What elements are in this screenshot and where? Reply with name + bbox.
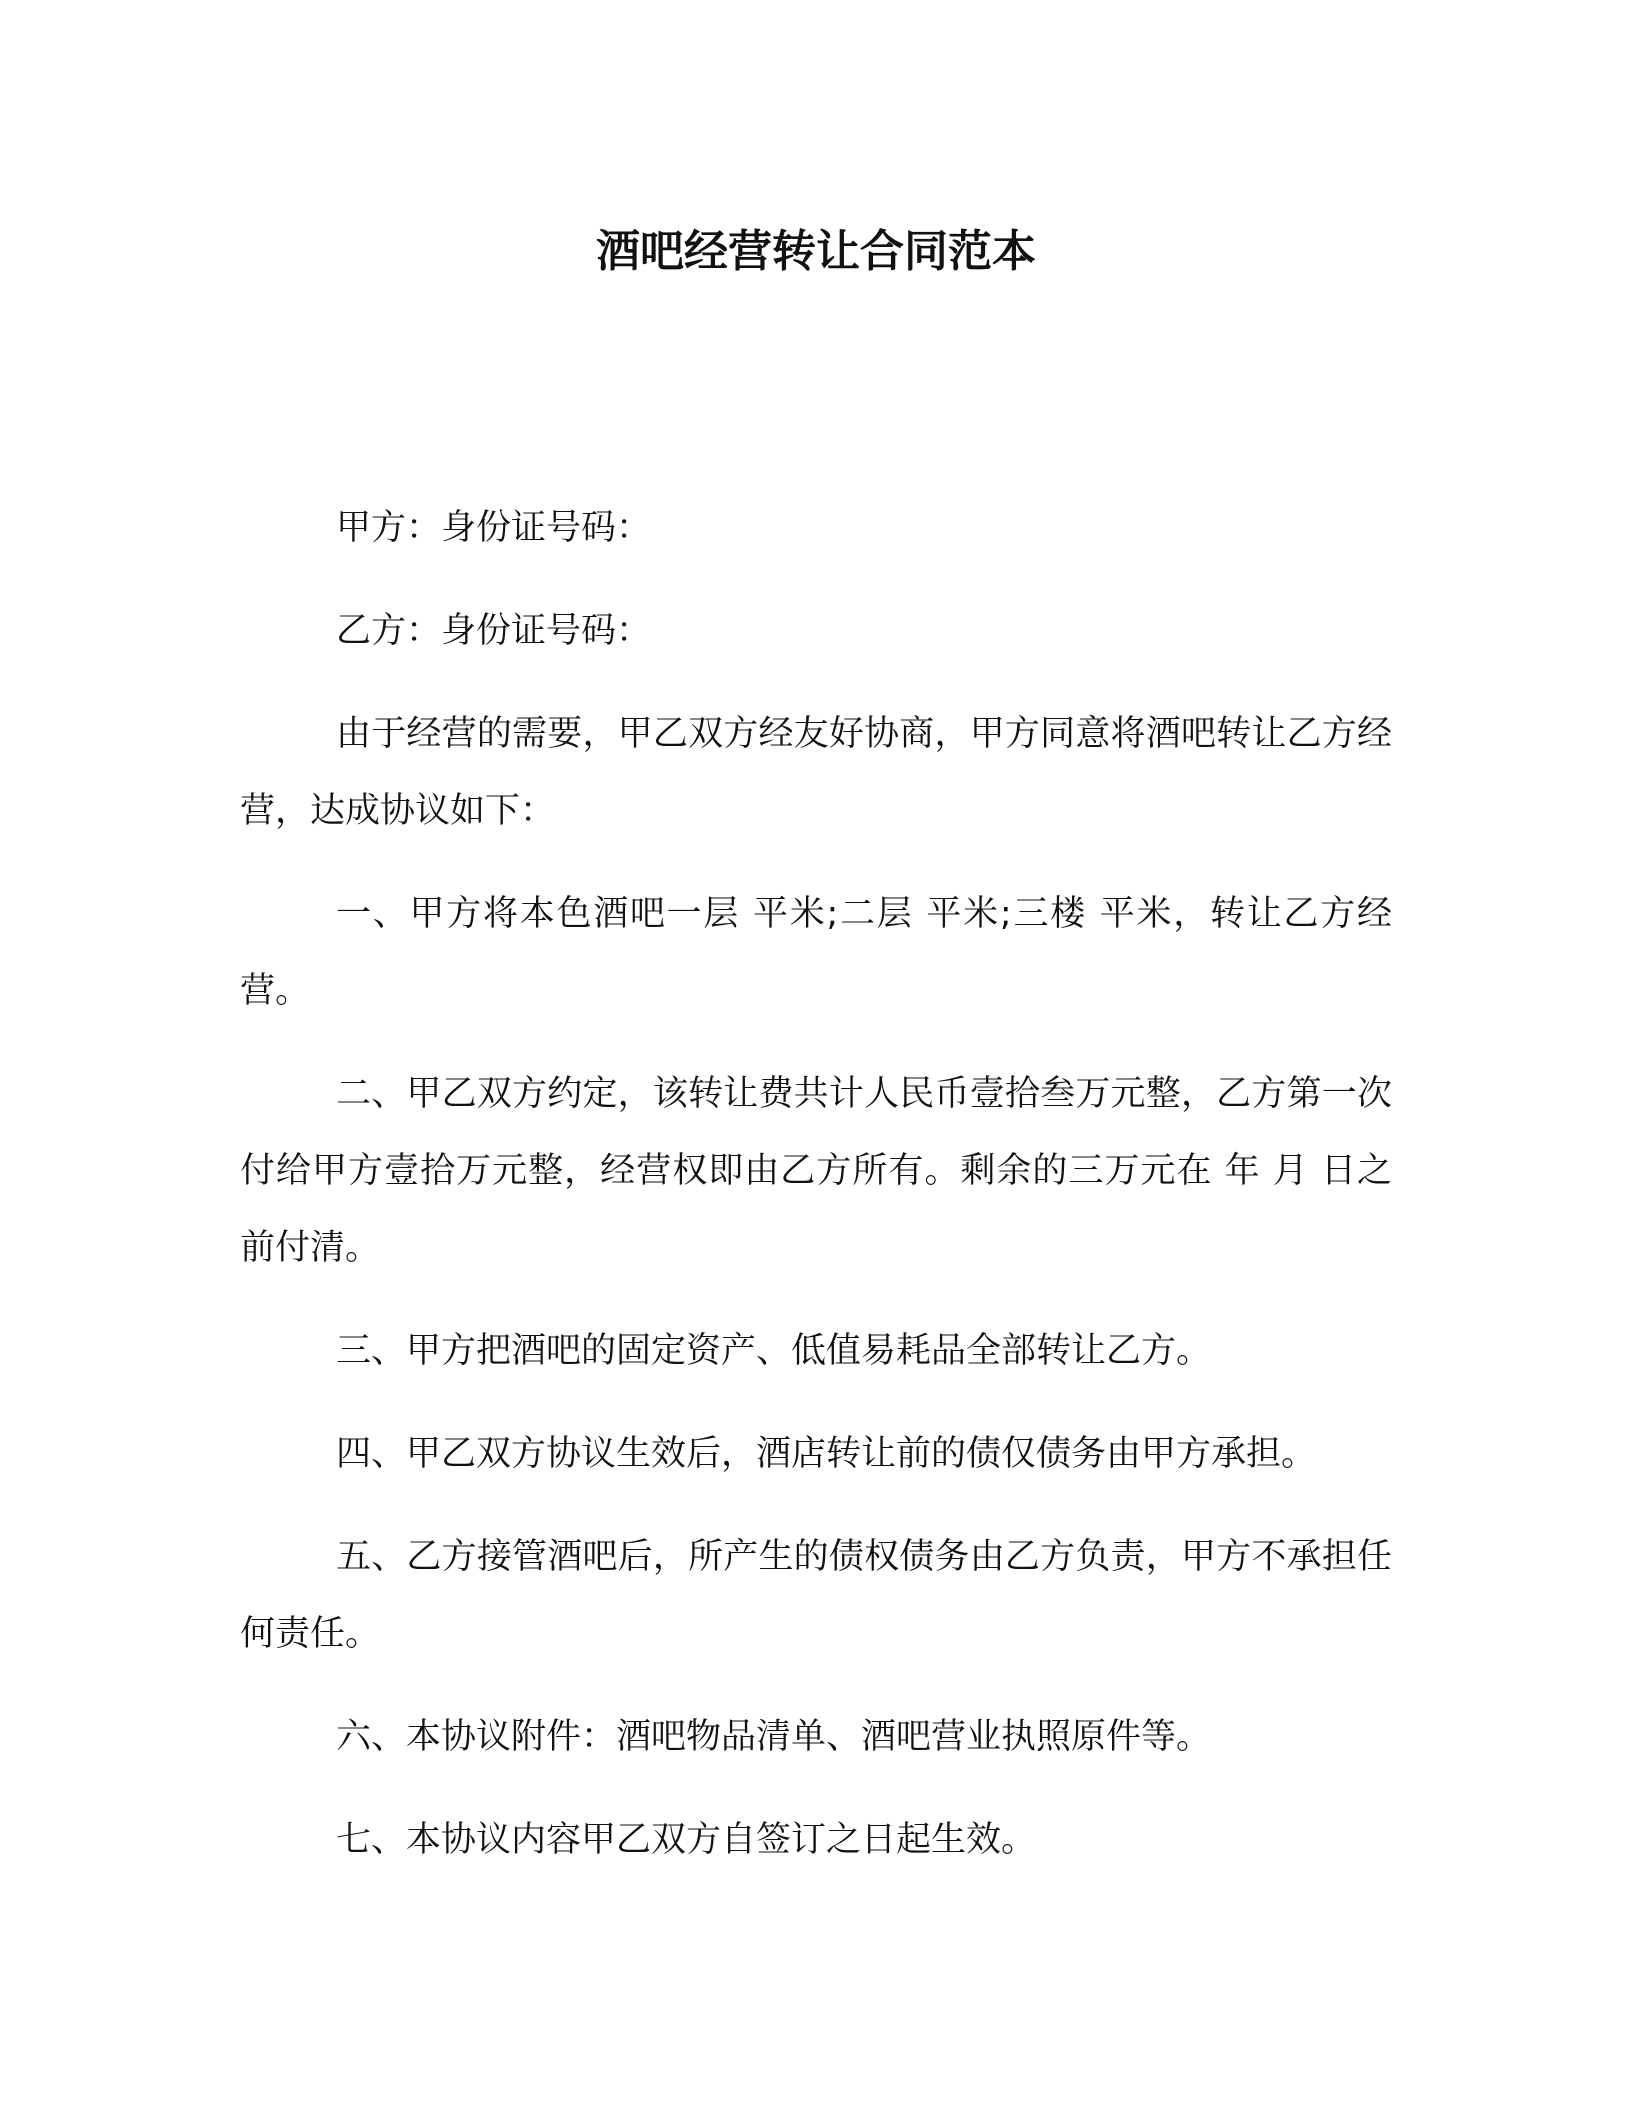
clause-6: 六、本协议附件：酒吧物品清单、酒吧营业执照原件等。 <box>336 1717 1212 1757</box>
clause-1: 一、甲方将本色酒吧一层 平米;二层 平米;三楼 平米，转让乙方经营。 <box>240 894 1392 1011</box>
clause-3: 三、甲方把酒吧的固定资产、低值易耗品全部转让乙方。 <box>336 1331 1212 1371</box>
clause-2: 二、甲乙双方约定，该转让费共计人民币壹拾叁万元整，乙方第一次付给甲方壹拾万元整，经营权即由乙方所有。剩余的三万元在 年 月 日之前付清。 <box>240 1074 1392 1268</box>
clause-7: 七、本协议内容甲乙双方自签订之日起生效。 <box>336 1820 1037 1860</box>
clause-4: 四、甲乙双方协议生效后，酒店转让前的债仅债务由甲方承担。 <box>336 1434 1317 1474</box>
document-title: 酒吧经营转让合同范本 <box>596 226 1036 277</box>
clause-5: 五、乙方接管酒吧后，所产生的债权债务由乙方负责，甲方不承担任何责任。 <box>240 1537 1392 1654</box>
document-body <box>240 490 1392 1905</box>
party-a-line: 甲方：身份证号码： <box>336 508 652 548</box>
party-b-line: 乙方：身份证号码： <box>336 611 652 651</box>
preamble-paragraph: 由于经营的需要，甲乙双方经友好协商，甲方同意将酒吧转让乙方经营，达成协议如下： <box>240 714 1392 831</box>
